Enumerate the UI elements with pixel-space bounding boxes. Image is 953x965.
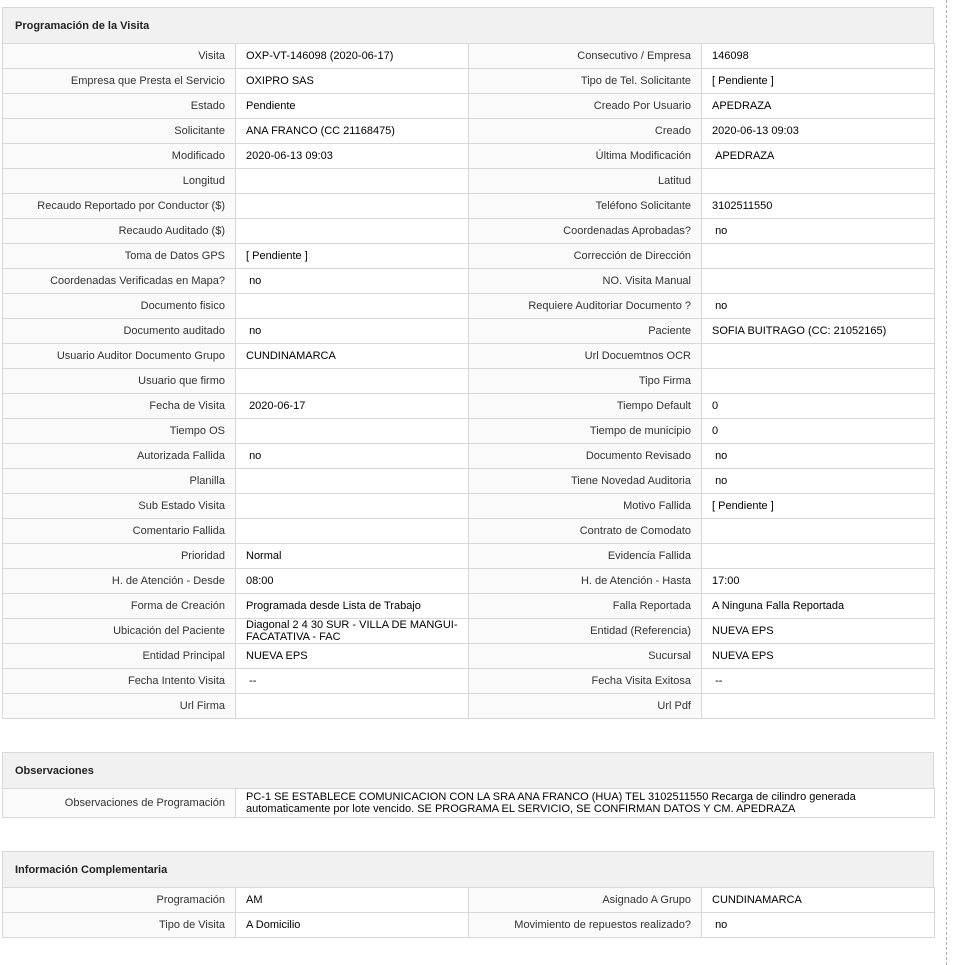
field-label: Solicitante: [3, 119, 236, 144]
field-label: Consecutivo / Empresa: [469, 44, 702, 69]
field-label: Coordenadas Verificadas en Mapa?: [3, 269, 236, 294]
field-value: NUEVA EPS: [702, 619, 935, 644]
table-row: [3, 44, 935, 69]
field-label: Usuario que firmo: [3, 369, 236, 394]
programacion-table: [2, 43, 935, 719]
field-value: NUEVA EPS: [236, 644, 469, 669]
table-row: [3, 494, 935, 519]
field-label: Fecha Intento Visita: [3, 669, 236, 694]
complementaria-table: [2, 887, 935, 938]
table-row: [3, 519, 935, 544]
table-row: [3, 694, 935, 719]
field-value: NUEVA EPS: [702, 644, 935, 669]
field-label: Teléfono Solicitante: [469, 194, 702, 219]
field-value: PC-1 SE ESTABLECE COMUNICACION CON LA SRA ANA FRANCO (HUA) TEL 3102511550 Recarga de cilindro generada automaticamente por lote vencido. SE PROGRAMA EL SERVICIO, SE CONFIRMAN DATOS Y CM. APEDRAZA: [236, 789, 935, 818]
table-row: [3, 544, 935, 569]
field-label: Paciente: [469, 319, 702, 344]
field-label: Longitud: [3, 169, 236, 194]
table-row: [3, 344, 935, 369]
field-value: 17:00: [702, 569, 935, 594]
field-value: [236, 519, 469, 544]
field-value: 3102511550: [702, 194, 935, 219]
field-label: H. de Atención - Desde: [3, 569, 236, 594]
field-label: Empresa que Presta el Servicio: [3, 69, 236, 94]
field-label: Requiere Auditoriar Documento ?: [469, 294, 702, 319]
field-label: Tiempo Default: [469, 394, 702, 419]
table-row: [3, 94, 935, 119]
field-value: 2020-06-13 09:03: [702, 119, 935, 144]
field-label: Programación: [3, 888, 236, 913]
field-value: [236, 294, 469, 319]
field-label: Ubicación del Paciente: [3, 619, 236, 644]
field-label: Movimiento de repuestos realizado?: [469, 913, 702, 938]
field-label: Documento fisico: [3, 294, 236, 319]
field-label: Tipo Firma: [469, 369, 702, 394]
field-label: Forma de Creación: [3, 594, 236, 619]
field-label: Latitud: [469, 169, 702, 194]
field-label: Fecha de Visita: [3, 394, 236, 419]
field-value: [702, 519, 935, 544]
field-label: Sub Estado Visita: [3, 494, 236, 519]
table-row: [3, 244, 935, 269]
table-row: [3, 789, 935, 818]
field-value: [236, 194, 469, 219]
table-row: [3, 669, 935, 694]
field-value: no: [702, 444, 935, 469]
field-label: Documento auditado: [3, 319, 236, 344]
table-row: [3, 644, 935, 669]
table-row: [3, 69, 935, 94]
field-label: Falla Reportada: [469, 594, 702, 619]
field-label: Url Pdf: [469, 694, 702, 719]
field-label: Creado Por Usuario: [469, 94, 702, 119]
field-label: Observaciones de Programación: [3, 789, 236, 818]
section-title-complementaria: Información Complementaria: [2, 851, 934, 887]
field-label: Usuario Auditor Documento Grupo: [3, 344, 236, 369]
field-label: Asignado A Grupo: [469, 888, 702, 913]
field-label: Estado: [3, 94, 236, 119]
field-value: [236, 369, 469, 394]
field-label: Prioridad: [3, 544, 236, 569]
field-value: [702, 369, 935, 394]
field-label: Tipo de Tel. Solicitante: [469, 69, 702, 94]
field-value: ANA FRANCO (CC 21168475): [236, 119, 469, 144]
field-value: 146098: [702, 44, 935, 69]
field-label: Recaudo Reportado por Conductor ($): [3, 194, 236, 219]
field-value: [236, 694, 469, 719]
observaciones-table: [2, 788, 935, 818]
field-label: Visita: [3, 44, 236, 69]
field-label: Url Docuemtnos OCR: [469, 344, 702, 369]
table-row: [3, 419, 935, 444]
section-title-programacion: Programación de la Visita: [2, 7, 934, 43]
field-value: SOFIA BUITRAGO (CC: 21052165): [702, 319, 935, 344]
field-label: Última Modificación: [469, 144, 702, 169]
field-value: no: [702, 913, 935, 938]
field-value: [ Pendiente ]: [236, 244, 469, 269]
field-value: AM: [236, 888, 469, 913]
table-row: [3, 913, 935, 938]
field-value: no: [702, 219, 935, 244]
table-row: [3, 119, 935, 144]
field-value: [702, 169, 935, 194]
table-row: [3, 444, 935, 469]
field-value: --: [236, 669, 469, 694]
field-value: no: [702, 469, 935, 494]
field-label: Motivo Fallida: [469, 494, 702, 519]
field-label: Recaudo Auditado ($): [3, 219, 236, 244]
table-row: [3, 319, 935, 344]
field-value: [ Pendiente ]: [702, 494, 935, 519]
field-value: Programada desde Lista de Trabajo: [236, 594, 469, 619]
table-row: [3, 169, 935, 194]
field-value: Normal: [236, 544, 469, 569]
field-value: no: [236, 319, 469, 344]
field-value: no: [236, 444, 469, 469]
field-value: no: [236, 269, 469, 294]
field-value: [702, 244, 935, 269]
field-label: Coordenadas Aprobadas?: [469, 219, 702, 244]
field-value: [702, 269, 935, 294]
field-value: [236, 469, 469, 494]
field-label: NO. Visita Manual: [469, 269, 702, 294]
field-label: Autorizada Fallida: [3, 444, 236, 469]
page-edge-dashed-line: [946, 0, 947, 965]
field-label: Tiempo OS: [3, 419, 236, 444]
field-label: Tiene Novedad Auditoria: [469, 469, 702, 494]
field-label: Entidad Principal: [3, 644, 236, 669]
table-row: [3, 594, 935, 619]
field-value: A Ninguna Falla Reportada: [702, 594, 935, 619]
field-label: Comentario Fallida: [3, 519, 236, 544]
field-label: Evidencia Fallida: [469, 544, 702, 569]
section-title-observaciones: Observaciones: [2, 752, 934, 788]
field-value: Diagonal 2 4 30 SUR - VILLA DE MANGUI- FACATATIVA - FAC: [236, 619, 469, 644]
field-label: Tipo de Visita: [3, 913, 236, 938]
field-value: 0: [702, 419, 935, 444]
field-value: [702, 344, 935, 369]
field-value: CUNDINAMARCA: [702, 888, 935, 913]
field-label: Creado: [469, 119, 702, 144]
field-value: [236, 169, 469, 194]
field-value: [236, 494, 469, 519]
field-label: Corrección de Dirección: [469, 244, 702, 269]
field-value: APEDRAZA: [702, 144, 935, 169]
field-label: Fecha Visita Exitosa: [469, 669, 702, 694]
field-label: Planilla: [3, 469, 236, 494]
field-label: Entidad (Referencia): [469, 619, 702, 644]
field-label: Toma de Datos GPS: [3, 244, 236, 269]
field-label: H. de Atención - Hasta: [469, 569, 702, 594]
field-value: [702, 694, 935, 719]
field-value: 0: [702, 394, 935, 419]
field-value: APEDRAZA: [702, 94, 935, 119]
table-row: [3, 194, 935, 219]
field-label: Modificado: [3, 144, 236, 169]
table-row: [3, 219, 935, 244]
table-row: [3, 888, 935, 913]
field-label: Documento Revisado: [469, 444, 702, 469]
field-value: [702, 544, 935, 569]
table-row: [3, 469, 935, 494]
field-label: Tiempo de municipio: [469, 419, 702, 444]
field-label: Sucursal: [469, 644, 702, 669]
table-row: [3, 394, 935, 419]
field-label: Contrato de Comodato: [469, 519, 702, 544]
field-value: OXIPRO SAS: [236, 69, 469, 94]
table-row: [3, 269, 935, 294]
field-value: Pendiente: [236, 94, 469, 119]
field-value: [ Pendiente ]: [702, 69, 935, 94]
field-value: A Domicilio: [236, 913, 469, 938]
field-value: CUNDINAMARCA: [236, 344, 469, 369]
field-value: [236, 419, 469, 444]
table-row: [3, 369, 935, 394]
field-value: --: [702, 669, 935, 694]
field-value: 08:00: [236, 569, 469, 594]
field-value: 2020-06-17: [236, 394, 469, 419]
visit-detail-panel: [2, 7, 934, 938]
table-row: [3, 144, 935, 169]
field-value: 2020-06-13 09:03: [236, 144, 469, 169]
field-value: OXP-VT-146098 (2020-06-17): [236, 44, 469, 69]
field-label: Url Firma: [3, 694, 236, 719]
table-row: [3, 569, 935, 594]
field-value: [236, 219, 469, 244]
field-value: no: [702, 294, 935, 319]
table-row: [3, 294, 935, 319]
table-row: [3, 619, 935, 644]
